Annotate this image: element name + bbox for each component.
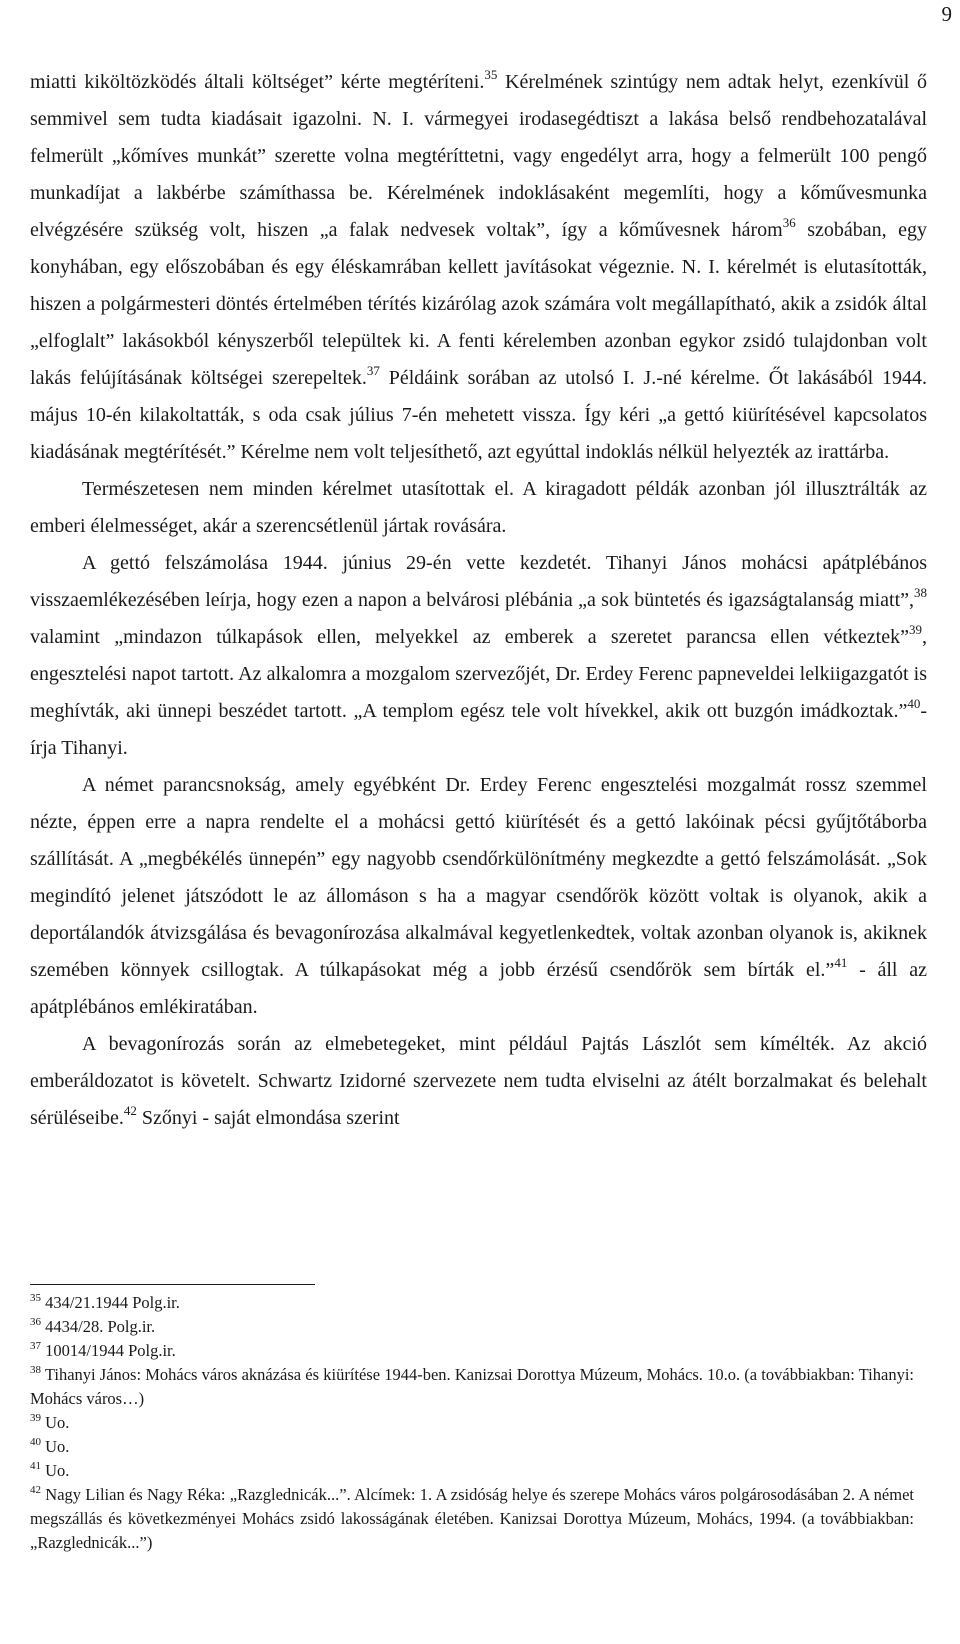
- text-run: Kérelmének szintúgy nem adtak helyt, ezenkívül ő semmivel sem tudta kiadásait igazolni. N. I. vármegyei irodasegédtiszt a lakása belső rendbehozatalával felmerült „kőmíves munkát” szerette volna megtéríttetni, vagy engedélyt arra, hogy a felmerült 100 pengő munkadíjat a lakbérbe számíthassa be. Kérelmének indoklásaként megemlíti, hogy a kőművesmunka elvégzésére szükség volt, hiszen „a falak nedvesek voltak”, így a kőművesnek három: [30, 71, 927, 241]
- paragraph: [30, 64, 927, 471]
- footnote: [30, 1459, 914, 1483]
- footnote-separator: [30, 1284, 315, 1285]
- footnote-reference: 35: [484, 67, 498, 82]
- paragraph: [30, 471, 927, 545]
- footnote: [30, 1315, 914, 1339]
- footnote: [30, 1435, 914, 1459]
- footnote-reference: 38: [914, 585, 927, 600]
- footnote-reference: 42: [123, 1103, 137, 1118]
- footnote: [30, 1363, 914, 1411]
- footnote: [30, 1483, 914, 1555]
- footnote-number: 40: [30, 1436, 41, 1448]
- paragraph: [30, 545, 927, 767]
- text-run: Szőnyi - saját elmondása szerint: [136, 1107, 400, 1129]
- footnote-reference: 41: [834, 955, 848, 970]
- footnote-text: Uo.: [41, 1461, 70, 1480]
- text-run: A bevagonírozás során az elmebetegeket, mint például Pajtás Lászlót sem kímélték. Az akció emberáldozatot is követelt. Schwartz Izidorné szervezete nem tudta elviselni az átélt borzalmakat és belehalt sérüléseibe.: [30, 1033, 927, 1129]
- text-run: valamint „mindazon túlkapások ellen, melyekkel az emberek a szeretet parancsa ellen vétkeztek”: [30, 626, 909, 648]
- footnote-number: 35: [30, 1292, 41, 1304]
- footnote-text: 434/21.1944 Polg.ir.: [41, 1293, 180, 1312]
- footnote-text: Tihanyi János: Mohács város aknázása és kiürítése 1944-ben. Kanizsai Dorottya Múzeum, Mohács. 10.o. (a továbbiakban: Tihanyi: Mohács város…): [30, 1365, 914, 1408]
- footnote-reference: 36: [782, 215, 796, 230]
- footnote-text: 10014/1944 Polg.ir.: [41, 1341, 176, 1360]
- footnote-number: 37: [30, 1340, 41, 1352]
- text-run: Példáink sorában az utolsó I. J.-né kérelme. Őt lakásából 1944. május 10-én kilakoltatták, s oda csak július 7-én mehetett vissza. Így kéri „a gettó kiürítésével kapcsolatos kiadásának megtérítését.” Kérelme nem volt teljesíthető, azt egyúttal indoklás nélkül helyezték az irattárba.: [30, 367, 928, 463]
- footnote-number: 41: [30, 1460, 41, 1472]
- text-run: A német parancsnokság, amely egyébként Dr. Erdey Ferenc engesztelési mozgalmát rossz szemmel nézte, éppen erre a napra rendelte el a mohácsi gettó kiürítését és a gettó lakóinak pécsi gyűjtőtáborba szállítását. A „megbékélés ünnepén” egy nagyobb csendőrkülönítmény megkezdte a gettó felszámolását. „Sok megindító jelenet játszódott le az állomáson s ha a magyar csendőrök között voltak is olyanok, akik a deportálandók átvizsgálása és bevagonírozása alkalmával kegyetlenkedtek, voltak azonban olyanok is, akiknek szemében könnyek csillogtak. A túlkapásokat még a jobb érzésű csendőrök sem bírták el.”: [30, 774, 927, 981]
- footnote-text: Uo.: [41, 1413, 70, 1432]
- body-text: [30, 64, 927, 1137]
- footnote-number: 36: [30, 1316, 41, 1328]
- footnote: [30, 1339, 914, 1363]
- footnote-number: 42: [30, 1484, 41, 1496]
- footnote-reference: 37: [366, 363, 380, 378]
- text-run: - áll az apátplébános emlékiratában.: [30, 959, 928, 1018]
- footnote: [30, 1411, 914, 1435]
- text-run: - írja Tihanyi.: [30, 700, 927, 759]
- text-run: miatti kiköltözködés általi költséget” kérte megtéríteni.: [30, 71, 485, 93]
- paragraph: [30, 1026, 927, 1137]
- footnotes: [30, 1291, 914, 1555]
- page-number: 9: [941, 2, 952, 26]
- paragraph: [30, 767, 927, 1026]
- text-run: szobában, egy konyhában, egy előszobában és egy éléskamrában kellett javításokat végeznie. N. I. kérelmét is elutasították, hiszen a polgármesteri döntés értelmében térítés kizárólag azok számára volt megállapítható, akik a zsidók által „elfoglalt” lakásokból kényszerből települtek ki. A fenti kérelemben azonban egykor zsidó tulajdonban volt lakás felújításának költségei szerepeltek.: [30, 219, 927, 389]
- text-run: Természetesen nem minden kérelmet utasítottak el. A kiragadott példák azonban jól illusztrálták az emberi élelmességet, akár a szerencsétlenül jártak rovására.: [30, 478, 927, 537]
- footnote-reference: 40: [907, 696, 921, 711]
- footnote-text: Nagy Lilian és Nagy Réka: „Razglednicák...”. Alcímek: 1. A zsidóság helye és szerepe Mohács város polgárosodásában 2. A német megszállás és következményei Mohács zsidó lakosságának életében. Kanizsai Dorottya Múzeum, Mohács, 1994. (a továbbiakban: „Razglednicák...”): [30, 1485, 914, 1552]
- footnote: [30, 1291, 914, 1315]
- footnote-text: Uo.: [41, 1437, 70, 1456]
- text-run: A gettó felszámolása 1944. június 29-én vette kezdetét. Tihanyi János mohácsi apátplébános visszaemlékezésében leírja, hogy ezen a napon a belvárosi plébánia „a sok büntetés és igazságtalanság miatt”,: [30, 552, 927, 611]
- footnote-text: 4434/28. Polg.ir.: [41, 1317, 156, 1336]
- footnote-number: 38: [30, 1364, 41, 1376]
- footnote-number: 39: [30, 1412, 41, 1424]
- text-run: , engesztelési napot tartott. Az alkalomra a mozgalom szervezőjét, Dr. Erdey Ferenc papneveldei lelkiigazgatót is meghívták, aki ünnepi beszédet tartott. „A templom egész tele volt hívekkel, akik ott buzgón imádkoztak.”: [30, 626, 927, 722]
- footnote-reference: 39: [909, 622, 922, 637]
